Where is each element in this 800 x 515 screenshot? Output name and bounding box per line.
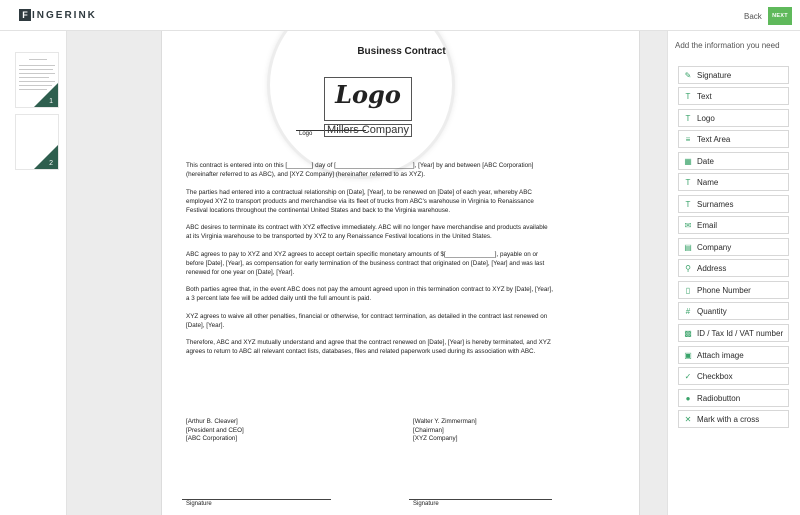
logo-field[interactable]: [324, 77, 412, 121]
text-icon: T: [685, 91, 691, 101]
tool-phone-number[interactable]: [678, 281, 789, 299]
thumbnail-page-number: 2: [49, 160, 53, 167]
logo-mark: F: [19, 9, 31, 21]
building-icon: ▤: [684, 242, 692, 252]
right-signer-name: [Walter Y. Zimmerman]: [413, 418, 477, 425]
paragraph: This contract is entered into on this [_______] day of [______________________], [Year] by and between [ABC Corporation] (hereinafter referred to as ABC), and [XYZ Company] (hereinafter referred to as XYZ).: [186, 162, 534, 178]
next-button[interactable]: NEXT: [768, 7, 792, 25]
id-card-icon: ▩: [684, 328, 692, 338]
phone-icon: ▯: [685, 285, 691, 295]
tool-checkbox[interactable]: [678, 367, 789, 385]
tool-logo[interactable]: [678, 109, 789, 127]
check-icon: ✓: [684, 371, 692, 381]
tool-label: Checkbox: [697, 371, 733, 381]
paragraph: Therefore, ABC and XYZ mutually understand and agree that the contract renewed on [Date], [Year] is hereby terminated, and XYZ agrees to return to ABC all relevant contact lists, databases, files and related paperwork used during its association with ABC.: [186, 339, 551, 355]
tool-text[interactable]: [678, 87, 789, 105]
sidebar-heading: Add the information you need: [675, 41, 780, 50]
logo-label: Logo: [299, 131, 313, 137]
calendar-icon: ▦: [684, 156, 692, 166]
number-icon: #: [685, 306, 691, 316]
paragraph: The parties had entered into a contractual relationship on [Date], [Year], to be renewed on [Date] of each year, whereby ABC employed XYZ to transport products and merchandise via its fleet of trucks from ABC's warehouse in Virginia to Renaissance Festival locations throughout the continental United States and back to the Virginia warehouse.: [186, 188, 534, 214]
tool-label: ID / Tax Id / VAT number: [697, 328, 784, 338]
page-thumbnail-1[interactable]: [15, 52, 59, 108]
tool-quantity[interactable]: [678, 302, 789, 320]
tool-mark-with-cross[interactable]: [678, 410, 789, 428]
cross-icon: ✕: [684, 414, 692, 424]
paragraph: ABC desires to terminate its contract with XYZ effective immediately. ABC will no longer have merchandise and products available at its Virginia warehouse to be transported by XYZ to any Renaissance Festival locations in the United States.: [186, 224, 548, 240]
text-icon: T: [685, 199, 691, 209]
tool-label: Signature: [697, 70, 732, 80]
tool-label: Email: [697, 220, 718, 230]
tool-label: Radiobutton: [697, 393, 741, 403]
thumbnail-corner-icon: [34, 145, 58, 169]
tool-email[interactable]: [678, 216, 789, 234]
text-area-icon: ≡: [685, 134, 691, 144]
tool-date[interactable]: [678, 152, 789, 170]
tool-label: Phone Number: [697, 285, 751, 295]
tool-address[interactable]: [678, 259, 789, 277]
text-icon: T: [685, 177, 691, 187]
tool-name[interactable]: [678, 173, 789, 191]
image-icon: ▣: [684, 350, 692, 360]
tool-label: Text: [697, 91, 712, 101]
document-viewer[interactable]: [68, 31, 666, 515]
page-thumbnail-2[interactable]: [15, 114, 59, 170]
right-signer-company: [XYZ Company]: [413, 435, 458, 442]
signature-line-right: [409, 499, 552, 500]
company-field[interactable]: Millers Company: [324, 124, 412, 137]
fingerink-logo[interactable]: [19, 9, 97, 21]
tool-attach-image[interactable]: [678, 346, 789, 364]
paragraph: Both parties agree that, in the event ABC does not pay the amount agreed upon in this termination contract to XYZ by [Date], [Year], a 3 percent late fee will be added daily until the full amount is paid.: [186, 286, 553, 302]
left-signer-company: [ABC Corporation]: [186, 435, 238, 442]
tool-text-area[interactable]: [678, 130, 789, 148]
tool-radiobutton[interactable]: [678, 389, 789, 407]
text-icon: T: [685, 113, 691, 123]
logo-text: INGERINK: [32, 9, 97, 21]
tool-label: Mark with a cross: [697, 414, 760, 424]
pen-icon: ✎: [684, 70, 692, 80]
envelope-icon: ✉: [684, 220, 692, 230]
tool-label: Surnames: [697, 199, 734, 209]
tool-label: Date: [697, 156, 714, 166]
document-title: Business Contract: [357, 46, 446, 57]
logo-placeholder: Logo: [335, 80, 401, 109]
paragraph: ABC agrees to pay to XYZ and XYZ agrees to accept certain specific monetary amounts of $[______________], payable on or before [Date], [Year], as compensation for early termination of the business contract that originated on [Date], [Year] and was last renewed for one year on [Date], [Year].: [186, 250, 545, 276]
signature-label-left: Signature: [186, 501, 212, 507]
left-signer-block: [186, 418, 244, 444]
tool-label: Name: [697, 177, 719, 187]
tool-label: Logo: [697, 113, 715, 123]
right-signer-block: [413, 418, 477, 444]
left-signer-title: [President and CEO]: [186, 426, 244, 434]
signature-label-right: Signature: [413, 501, 439, 507]
right-signer-title: [Chairman]: [413, 426, 444, 434]
radio-icon: ●: [685, 393, 691, 403]
tool-label: Company: [697, 242, 732, 252]
contract-body: [186, 161, 554, 365]
page-thumbnails-panel: [0, 31, 67, 515]
tool-label: Text Area: [697, 134, 731, 144]
tool-signature[interactable]: [678, 66, 789, 84]
tool-id-tax-vat[interactable]: [678, 324, 789, 342]
left-signer-name: [Arthur B. Cleaver]: [186, 418, 238, 425]
paragraph: XYZ agrees to waive all other penalties, financial or otherwise, for contract termination, as detailed in the contract last renewed on [Date], [Year].: [186, 312, 548, 329]
signature-line-left: [182, 499, 331, 500]
document-page: [161, 31, 640, 515]
map-pin-icon: ⚲: [685, 263, 691, 273]
fields-sidebar: [667, 31, 800, 515]
tool-company[interactable]: [678, 238, 789, 256]
top-bar: [0, 0, 800, 31]
thumbnail-corner-icon: [34, 83, 58, 107]
tool-label: Attach image: [697, 350, 744, 360]
tool-label: Quantity: [697, 306, 727, 316]
tool-label: Address: [697, 263, 727, 273]
thumbnail-page-number: 1: [49, 98, 53, 105]
back-button[interactable]: Back: [738, 8, 768, 24]
tool-surnames[interactable]: [678, 195, 789, 213]
